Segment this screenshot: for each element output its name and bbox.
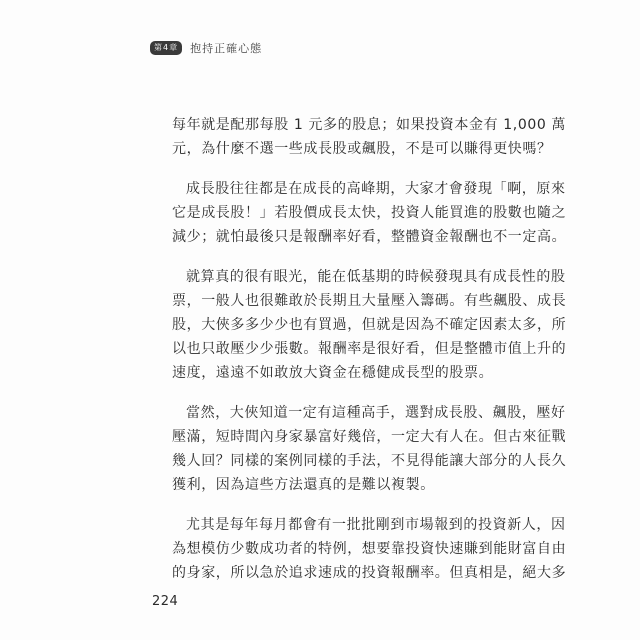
text-line: 就算真的很有眼光，能在低基期的時候發現具有成長性的股 xyxy=(186,269,566,285)
chapter-title: 抱持正確心態 xyxy=(190,42,263,55)
text-line: 幾人回？同樣的案例同樣的手法，不見得能讓大部分的人長久 xyxy=(172,453,567,469)
body-text xyxy=(172,113,567,601)
chapter-badge: 第4章 xyxy=(150,41,182,55)
text-line: 尤其是每年每月都會有一批批剛到市場報到的投資新人，因 xyxy=(186,517,566,533)
text-line: 股，大俠多多少少也有買過，但就是因為不確定因素太多，所 xyxy=(172,317,567,333)
text-line: 減少；就怕最後只是報酬率好看，整體資金報酬也不一定高。 xyxy=(172,229,567,245)
text-line: 每年就是配那每股 1 元多的股息；如果投資本金有 1,000 萬 xyxy=(172,117,566,133)
running-header xyxy=(150,40,262,56)
text-line: 速度，遠遠不如敢放大資金在穩健成長型的股票。 xyxy=(172,365,494,381)
text-line: 票，一般人也很難敢於長期且大量壓入籌碼。有些飆股、成長 xyxy=(172,293,567,309)
paragraph xyxy=(172,113,566,161)
text-line: 獲利，因為這些方法還真的是難以複製。 xyxy=(172,477,435,493)
text-line: 以也只敢壓少少張數。報酬率是很好看，但是整體市值上升的 xyxy=(172,341,567,357)
text-line: 它是成長股！」若股價成長太快，投資人能買進的股數也隨之 xyxy=(172,205,567,221)
text-line: 當然，大俠知道一定有這種高手，選對成長股、飆股，壓好 xyxy=(186,405,566,421)
text-line: 成長股往往都是在成長的高峰期，大家才會發現「啊，原來 xyxy=(186,181,566,197)
text-line: 的身家，所以急於追求速成的投資報酬率。但真相是，絕大多 xyxy=(172,565,567,581)
paragraph xyxy=(172,401,567,497)
paragraph xyxy=(172,265,567,385)
text-line: 壓滿，短時間內身家暴富好幾倍，一定大有人在。但古來征戰 xyxy=(172,429,567,445)
text-line: 為想模仿少數成功者的特例，想要靠投資快速賺到能財富自由 xyxy=(172,541,567,557)
paragraph xyxy=(172,513,567,585)
paragraph xyxy=(172,177,567,249)
text-line: 元，為什麼不選一些成長股或飆股，不是可以賺得更快嗎？ xyxy=(172,141,552,157)
page-number: 224 xyxy=(152,594,179,609)
